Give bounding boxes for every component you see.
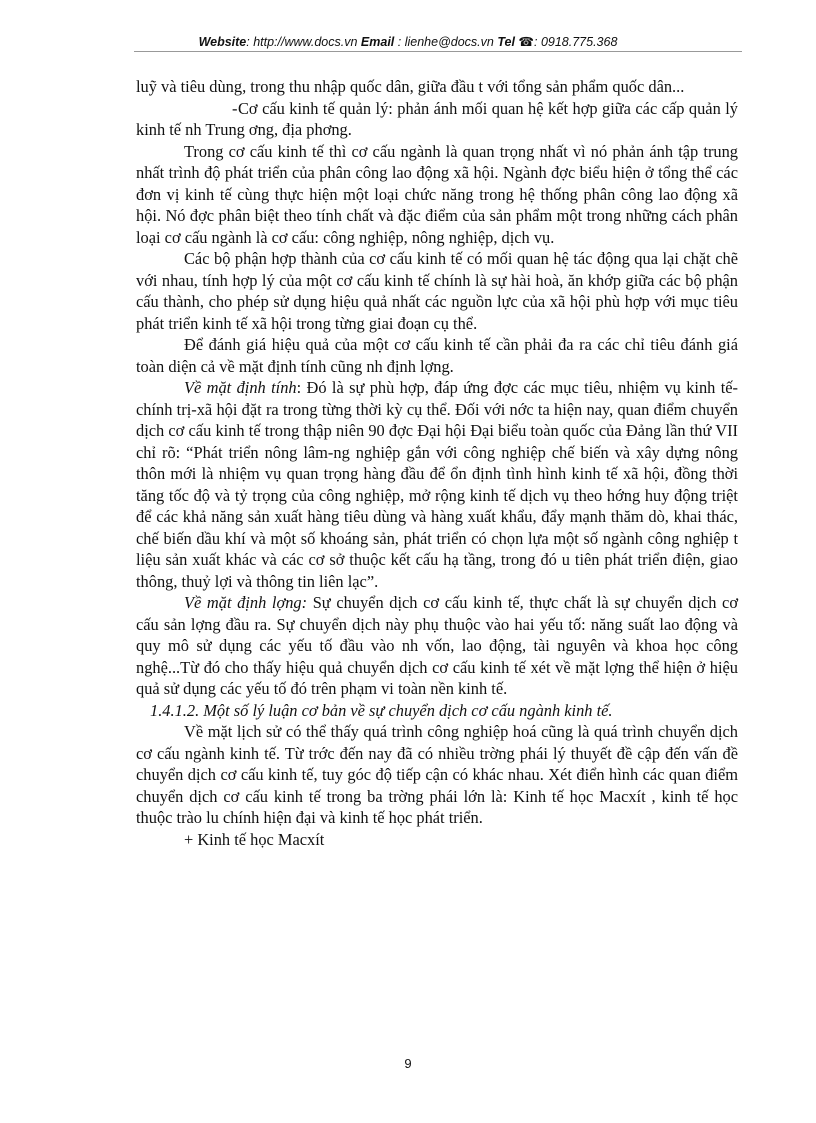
quantitative-lead: Về mặt định lợng: (184, 593, 308, 612)
document-body (136, 76, 738, 850)
section-heading: 1.4.1.2. Một số lý luận cơ bản về sự chuyển dịch cơ cấu ngành kinh tế. (150, 700, 613, 720)
paragraph-dash-item (136, 98, 738, 141)
paragraph-quantitative (136, 592, 738, 700)
paragraph-history: Về mặt lịch sử có thể thấy quá trình công nghiệp hoá cũng là quá trình chuyển dịch cơ cấu ngành kinh tế. Từ trớc đến nay đã có nhiều trờng phái lý thuyết đề cập đến vấn đề chuyển dịch cơ cấu kinh tế, tuy góc độ tiếp cận có khác nhau. Xét điển hình các quan điểm chuyển dịch cơ cấu kinh tế trong ba trờng phái lớn là: Kinh tế học Macxít , kinh tế học thuộc trào lu chính hiện đại và kinh tế học phát triển. (136, 722, 738, 827)
header-divider (134, 51, 742, 52)
paragraph-components: Các bộ phận hợp thành của cơ cấu kinh tế có mối quan hệ tác động qua lại chặt chẽ với nhau, tính hợp lý của một cơ cấu kinh tế chính là sự hài hoà, ăn khớp giữa các bộ phận cấu thành, cho phép sử dụng hiệu quả nhất các nguồn lực của xã hội phù hợp với mục tiêu phát triển kinh tế xã hội trong từng giai đoạn cụ thể. (136, 249, 738, 333)
paragraph-industry-structure: Trong cơ cấu kinh tế thì cơ cấu ngành là quan trọng nhất vì nó phản ánh tập trung nhất trình độ phát triển của phân công lao động xã hội. Ngành đợc biểu hiện ở tổng thể các đơn vị kinh tế cùng thực hiện một loại chức năng trong hệ thống phân công lao động xã hội. Nó đợc phân biệt theo tính chất và đặc điểm của sản phẩm một trong những cách phân loại cơ cấu ngành là cơ cấu: công nghiệp, nông nghiệp, dịch vụ. (136, 141, 738, 247)
page-header (0, 34, 816, 49)
dash-bullet: - (232, 98, 238, 118)
page-number: 9 (404, 1056, 412, 1071)
paragraph-qualitative (136, 377, 738, 592)
paragraph-continuation: luỹ và tiêu dùng, trong thu nhập quốc dân, giữa đầu t với tổng sản phẩm quốc dân... (136, 77, 685, 96)
paragraph-evaluation: Để đánh giá hiệu quả của một cơ cấu kinh tế cần phải đa ra các chỉ tiêu đánh giá toàn diện cả về mặt định tính cũng nh định lợng. (136, 335, 738, 376)
tel-value: : 0918.775.368 (534, 35, 618, 49)
email-value: : lienhe@docs.vn (397, 35, 494, 49)
telephone-icon: ☎ (518, 35, 534, 49)
list-item-macxit: + Kinh tế học Macxít (184, 829, 325, 849)
dash-item-text: Cơ cấu kinh tế quản lý: phản ánh mối quan hệ kết hợp giữa các cấp quản lý kinh tế nh Trung ơng, địa phơng. (136, 98, 738, 139)
tel-label: Tel (497, 35, 515, 49)
qualitative-text: : Đó là sự phù hợp, đáp ứng đợc các mục tiêu, nhiệm vụ kinh tế-chính trị-xã hội đặt ra trong từng thời kỳ cụ thể. Đối với nớc ta hiện nay, quan điểm chuyển dịch cơ cấu kinh tế trong thập niên 90 đợc Đại hội Đại biểu toàn quốc của Đảng lần thứ VII chỉ rõ: “Phát triển nông lâm-ng nghiệp gắn với công nghiệp chế biến và xây dựng nông thôn mới là nhiệm vụ quan trọng hàng đầu để ổn định tình hình kinh tế xã hội, đồng thời tăng tốc độ và tỷ trọng của công nghiệp, mở rộng kinh tế dịch vụ theo hớng huy động triệt để các khả năng sản xuất hàng tiêu dùng và hàng xuất khẩu, đẩy mạnh thăm dò, khai thác, chế biến dầu khí và một số khoáng sản, phát triển có chọn lựa một số ngành công nghiệp t liệu sản xuất khác và các cơ sở thuộc kết cấu hạ tầng, trong đó u tiên phát triển điện, giao thông, thuỷ lợi và thông tin liên lạc”. (136, 378, 738, 591)
qualitative-lead: Về mặt định tính (184, 378, 297, 397)
quantitative-text: Sự chuyển dịch cơ cấu kinh tế, thực chất là sự chuyển dịch cơ cấu sản lợng đầu ra. Sự chuyển dịch này phụ thuộc vào hai yếu tố: năng suất lao động và quy mô sử dụng các yếu tố đầu vào nh vốn, lao động, tài nguyên và khoa học công nghệ...Từ đó cho thấy hiệu quả chuyển dịch cơ cấu kinh tế xét về mặt lợng thể hiện ở hiệu quả sử dụng các yếu tố đó trên phạm vi toàn nền kinh tế. (136, 593, 738, 698)
website-label: Website (198, 35, 247, 49)
website-value: : http://www.docs.vn (246, 35, 358, 49)
email-label: Email (360, 35, 395, 49)
